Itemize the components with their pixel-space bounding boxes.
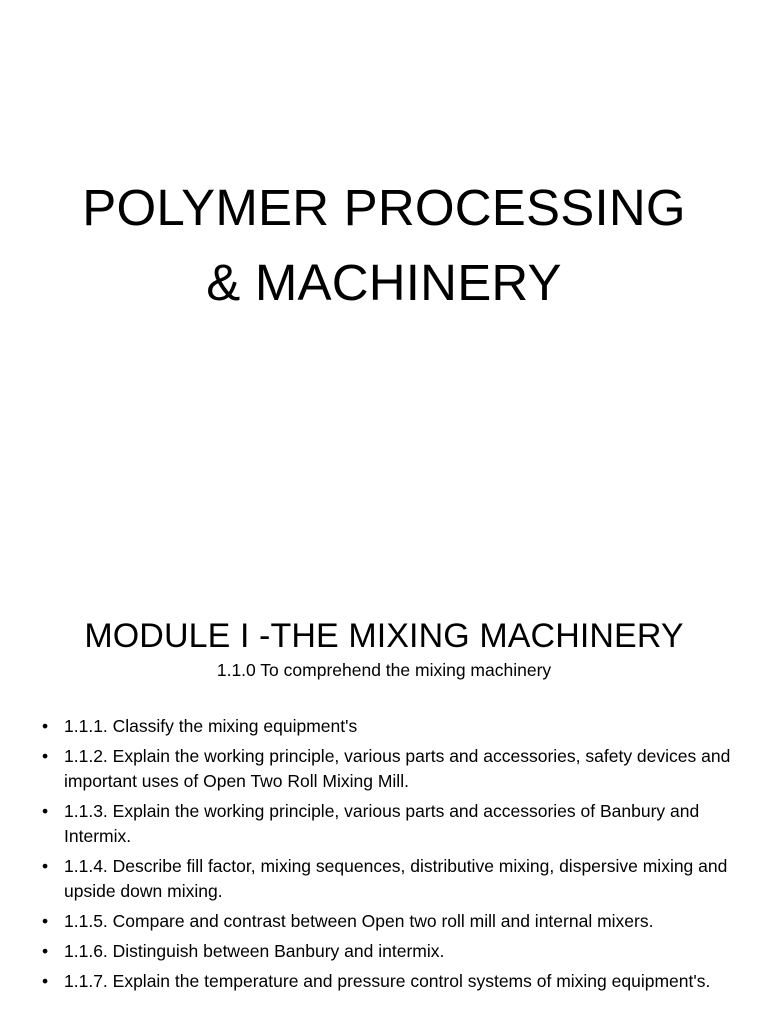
bullet-icon: • [42,856,49,876]
module-subtitle: 1.1.0 To comprehend the mixing machinery [216,660,552,680]
title-line-1: POLYMER PROCESSING [82,179,686,236]
list-item-text: 1.1.5. Compare and contrast between Open two roll mill and internal mixers. [64,911,654,931]
bullet-icon: • [42,746,49,766]
title-line-2: & MACHINERY [206,254,562,311]
bullet-icon: • [42,911,49,931]
bullet-icon: • [42,801,49,821]
bullet-icon: • [42,941,49,961]
list-item-text: 1.1.4. Describe fill factor, mixing sequences, distributive mixing, dispersive mixing and upside down mixing. [64,856,728,901]
module-slide [0,576,768,1024]
list-item-text: 1.1.7. Explain the temperature and pressure control systems of mixing equipment's. [64,971,711,991]
objective-list [42,714,742,999]
list-item [42,969,742,994]
list-item-text: 1.1.3. Explain the working principle, various parts and accessories of Banbury and Intermix. [64,801,700,846]
list-item-text: 1.1.1. Classify the mixing equipment's [64,716,358,736]
list-item [42,744,742,794]
list-item [42,909,742,934]
list-item [42,714,742,739]
list-item-text: 1.1.2. Explain the working principle, various parts and accessories, safety devices and important uses of Open Two Roll Mixing Mill. [64,746,731,791]
bullet-icon: • [42,716,49,736]
list-item [42,799,742,849]
list-item [42,854,742,904]
slide-title [0,170,768,320]
list-item-text: 1.1.6. Distinguish between Banbury and intermix. [64,941,445,961]
bullet-icon: • [42,971,49,991]
list-item [42,939,742,964]
module-title: MODULE I -THE MIXING MACHINERY [84,617,684,655]
